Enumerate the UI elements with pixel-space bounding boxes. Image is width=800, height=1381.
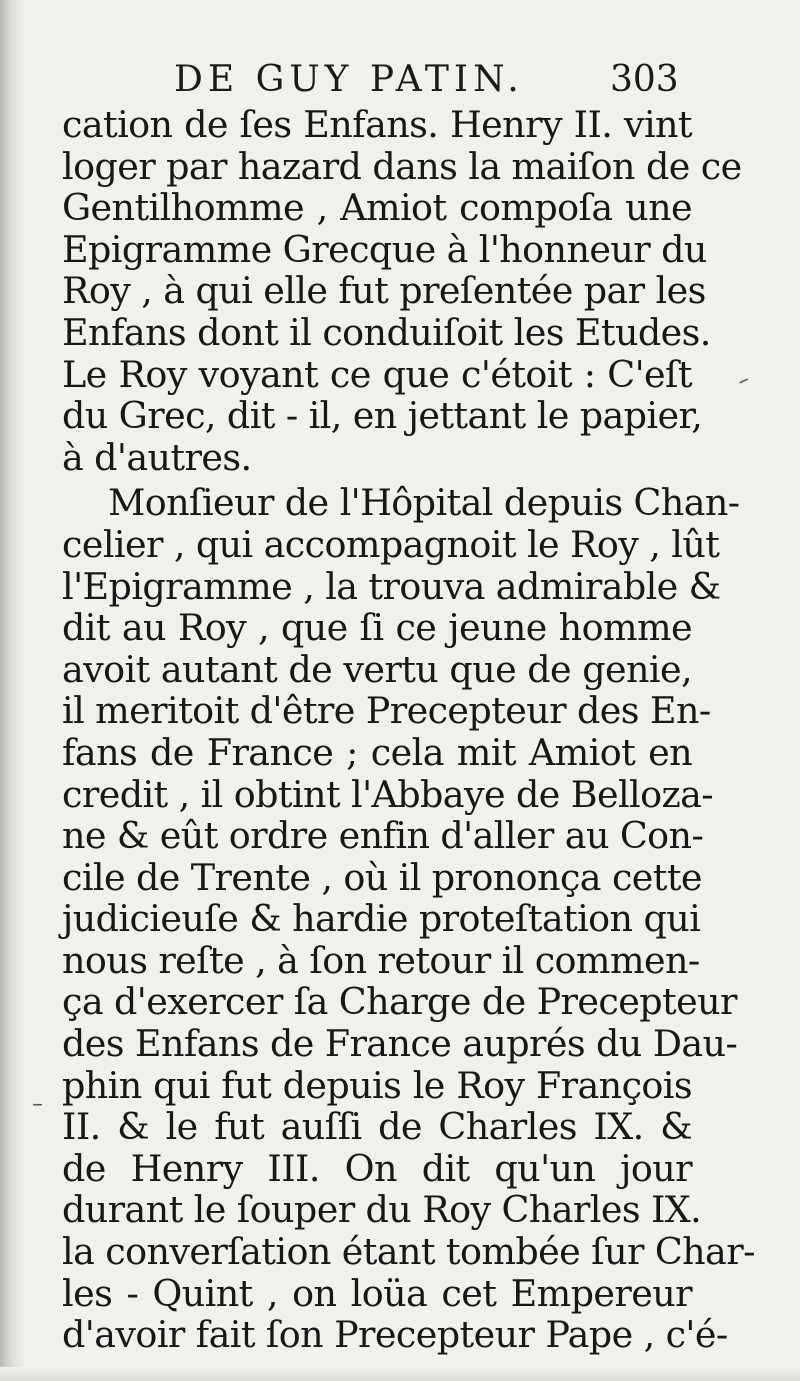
text-line: des Enfans de France auprés du Dau-	[62, 1022, 738, 1066]
margin-dash-mark: –	[32, 1092, 43, 1117]
running-head	[62, 52, 762, 108]
text-line: d'avoir fait ſon Precepteur Pape , c'é-	[62, 1313, 728, 1357]
text-line: de Henry III. On dit qu'un jour	[62, 1146, 692, 1190]
text-line: ça d'exercer ſa Charge de Precepteur	[62, 980, 737, 1024]
text-line: les - Quint , on loüa cet Empereur	[62, 1271, 692, 1315]
text-line: Monſieur de l'Hôpital depuis Chan-	[108, 481, 740, 525]
text-line: loger par hazard dans la maiſon de ce	[62, 144, 742, 188]
margin-dash-mark: –	[733, 366, 754, 395]
text-line: fans de France ; cela mit Amiot en	[62, 730, 692, 774]
text-line: Le Roy voyant ce que c'étoit : C'eſt	[62, 352, 692, 396]
page-number: 303	[610, 59, 679, 100]
text-line: Roy , à qui elle fut preſentée par les	[62, 269, 706, 313]
text-line: II. & le fut auſſi de Charles IX. &	[62, 1105, 692, 1149]
body-text	[62, 103, 755, 1357]
text-line: du Grec, dit - il, en jettant le papier,	[62, 394, 703, 438]
text-line: à d'autres.	[62, 435, 252, 479]
text-line: credit , il obtint l'Abbaye de Belloza-	[62, 772, 714, 816]
text-line: l'Epigramme , la trouva admirable &	[62, 564, 721, 608]
text-line: cile de Trente , où il prononça cette	[62, 855, 702, 899]
page-bottom-edge	[0, 1367, 800, 1381]
text-line: durant le ſouper du Roy Charles IX.	[62, 1188, 702, 1232]
text-line: ne & eût ordre enfin d'aller au Con-	[62, 814, 704, 858]
text-line: Enfans dont il conduiſoit les Etudes.	[62, 310, 711, 354]
text-line: nous reſte , à ſon retour il commen-	[62, 938, 700, 982]
text-line: avoit autant de vertu que de genie,	[62, 647, 692, 691]
text-line: la converſation étant tombée ſur Char-	[62, 1230, 755, 1274]
page-gutter-shadow	[0, 0, 26, 1381]
text-line: phin qui fut depuis le Roy François	[62, 1063, 692, 1107]
text-line: Epigramme Grecque à l'honneur du	[62, 227, 707, 271]
text-line: cation de ſes Enfans. Henry II. vint	[62, 103, 692, 146]
running-head-title: DE GUY PATIN.	[174, 59, 524, 100]
text-line: celier , qui accompagnoit le Roy , lût	[62, 522, 720, 566]
text-line: il meritoit d'être Precepteur des En-	[62, 689, 711, 733]
text-line: Gentilhomme , Amiot compoſa une	[62, 186, 692, 230]
text-line: judicieuſe & hardie proteſtation qui	[62, 897, 701, 941]
text-line: dit au Roy , que ſi ce jeune homme	[62, 606, 692, 650]
